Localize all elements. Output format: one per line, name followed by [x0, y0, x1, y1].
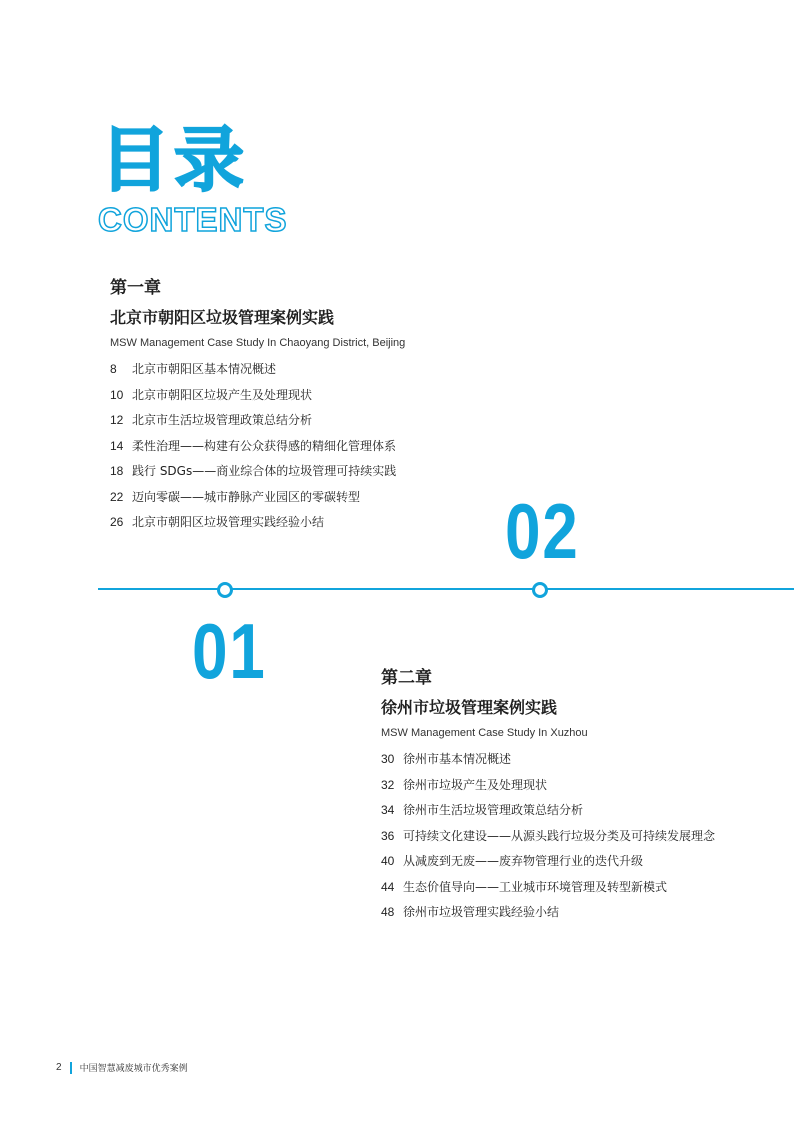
- toc-page-number: 32: [381, 777, 395, 792]
- toc-page-number: 30: [381, 752, 395, 766]
- toc-entry-title: 徐州市基本情况概述: [403, 752, 512, 766]
- toc-entry[interactable]: [110, 485, 510, 511]
- toc-entry-title: 可持续文化建设——从源头践行垃圾分类及可持续发展理念: [403, 828, 716, 843]
- toc-entry-title: 北京市朝阳区基本情况概述: [132, 362, 277, 376]
- toc-entry-title: 徐州市垃圾产生及处理现状: [403, 777, 548, 792]
- toc-entry[interactable]: [110, 383, 510, 409]
- toc-entry-title: 徐州市垃圾管理实践经验小结: [403, 905, 560, 919]
- chapter-1-title-en: MSW Management Case Study In Chaoyang District, Beijing: [110, 337, 406, 349]
- toc-page-number: 44: [381, 879, 395, 894]
- timeline-node-2: [532, 582, 548, 598]
- page-subtitle: CONTENTS: [98, 201, 288, 238]
- toc-entry-title: 北京市朝阳区垃圾管理实践经验小结: [132, 515, 325, 529]
- toc-entry[interactable]: [381, 849, 781, 875]
- toc-page-number: 40: [381, 854, 395, 868]
- toc-page-number: 14: [110, 438, 124, 453]
- page-footer: [56, 1061, 188, 1074]
- toc-entry[interactable]: [381, 798, 781, 824]
- toc-page-number: 22: [110, 489, 124, 504]
- chapter-2-title: 徐州市垃圾管理案例实践: [381, 698, 558, 717]
- chapter-2-title-en: MSW Management Case Study In Xuzhou: [381, 727, 588, 739]
- toc-entry-title: 迈向零碳——城市静脉产业园区的零碳转型: [132, 489, 361, 504]
- footer-publication-title: 中国智慧减废城市优秀案例: [79, 1064, 188, 1074]
- big-number-02: 02: [505, 487, 580, 575]
- toc-entry[interactable]: [110, 434, 510, 460]
- toc-page-number: 8: [110, 362, 117, 376]
- toc-entry-title: 生态价值导向——工业城市环境管理及转型新模式: [403, 879, 668, 894]
- toc-entry-title: 北京市朝阳区垃圾产生及处理现状: [132, 387, 313, 402]
- toc-entry-title: 践行 SDGs——商业综合体的垃圾管理可持续实践: [132, 464, 397, 478]
- toc-page-number: 18: [110, 464, 124, 478]
- toc-page-number: 34: [381, 803, 395, 817]
- toc-entry[interactable]: [110, 459, 510, 485]
- toc-page-number: 36: [381, 828, 395, 843]
- chapter-1-title: 北京市朝阳区垃圾管理案例实践: [110, 308, 335, 327]
- timeline-node-1: [217, 582, 233, 598]
- timeline-line: [98, 588, 794, 590]
- chapter-2: [381, 667, 781, 926]
- toc-page-number: 12: [110, 413, 124, 427]
- toc-page-number: 26: [110, 515, 124, 529]
- chapter-2-toc: [381, 747, 781, 926]
- toc-entry-title: 从减废到无废——废弃物管理行业的迭代升级: [403, 854, 644, 868]
- big-number-01: 01: [192, 607, 267, 695]
- chapter-1: [110, 277, 510, 536]
- page-title: 目录: [100, 119, 248, 201]
- chapter-1-label: 第一章: [110, 278, 161, 298]
- toc-entry-title: 北京市生活垃圾管理政策总结分析: [132, 413, 313, 427]
- toc-entry-title: 柔性治理——构建有公众获得感的精细化管理体系: [132, 438, 397, 453]
- toc-entry[interactable]: [381, 824, 781, 850]
- toc-page-number: 48: [381, 905, 395, 919]
- toc-entry[interactable]: [381, 900, 781, 926]
- footer-divider: [70, 1062, 72, 1074]
- toc-entry[interactable]: [110, 510, 510, 536]
- toc-entry[interactable]: [110, 408, 510, 434]
- chapter-1-toc: [110, 357, 510, 536]
- toc-entry[interactable]: [381, 773, 781, 799]
- chapter-2-label: 第二章: [381, 668, 432, 688]
- toc-entry[interactable]: [381, 747, 781, 773]
- toc-entry-title: 徐州市生活垃圾管理政策总结分析: [403, 803, 584, 817]
- toc-entry[interactable]: [110, 357, 510, 383]
- toc-page-number: 10: [110, 387, 124, 402]
- toc-entry[interactable]: [381, 875, 781, 901]
- footer-page-number: 2: [56, 1062, 62, 1073]
